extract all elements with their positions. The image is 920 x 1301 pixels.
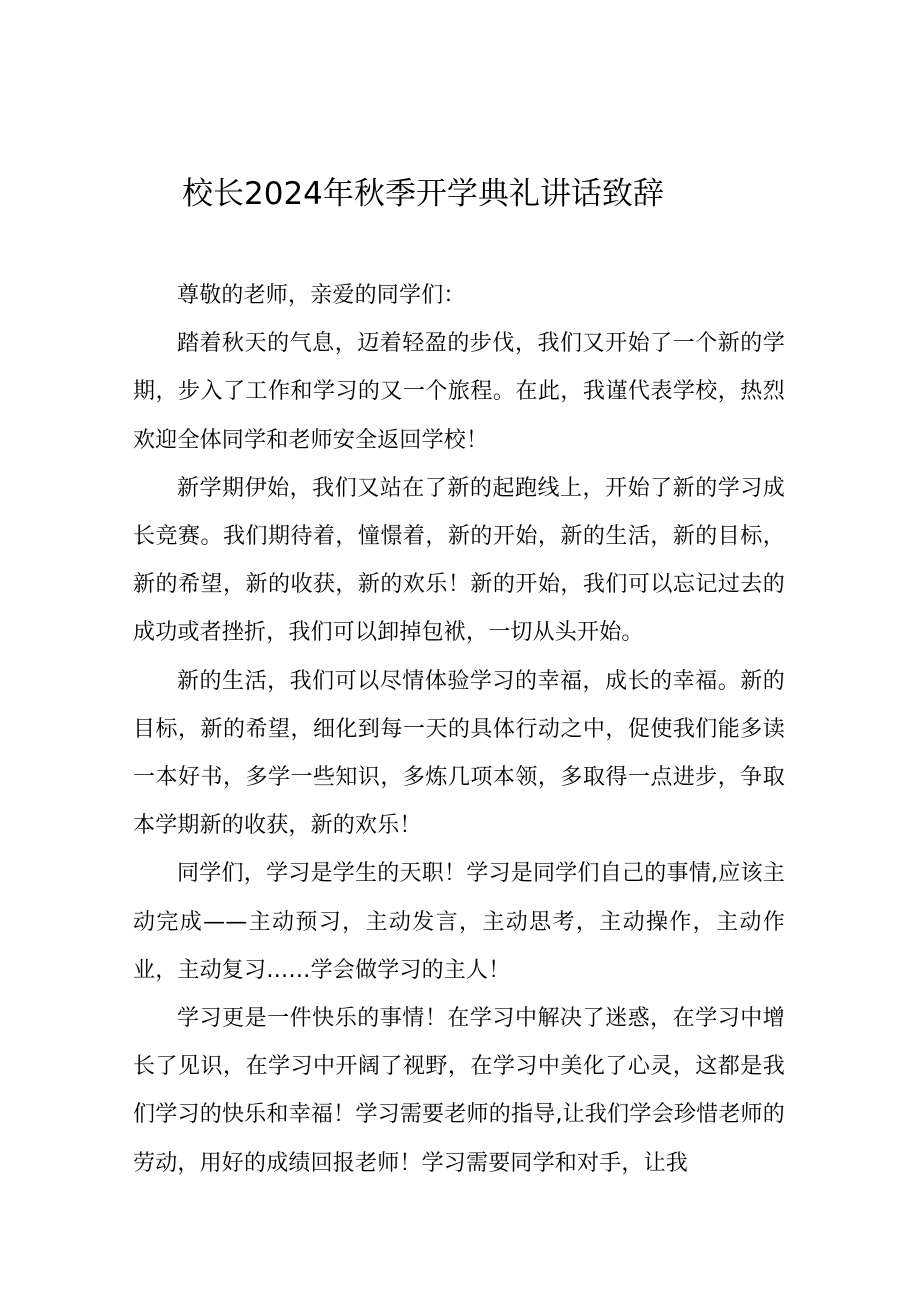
paragraph-new-life: 新的生活，我们可以尽情体验学习的幸福，成长的幸福。新的目标，新的希望，细化到每一天的具体行动之中，促使我们能多读一本好书，多学一些知识，多炼几项本领，多取得一点进步，争取本学期新的收获，新的欢乐！ [133, 668, 785, 839]
paragraph-study-duty: 同学们，学习是学生的天职！学习是同学们自己的事情,应该主动完成——主动预习，主动发言，主动思考，主动操作，主动作业，主动复习……学会做学习的主人！ [133, 861, 785, 983]
paragraph-welcome: 踏着秋天的气息，迈着轻盈的步伐，我们又开始了一个新的学期，步入了工作和学习的又一个旅程。在此，我谨代表学校，热烈欢迎全体同学和老师安全返回学校！ [133, 331, 785, 453]
document-title: 校长2024年秋季开学典礼讲话致辞 [182, 176, 664, 212]
document-body [133, 272, 785, 1188]
paragraph-study-joy: 学习更是一件快乐的事情！在学习中解决了迷惑，在学习中增长了见识，在学习中开阔了视野，在学习中美化了心灵，这都是我们学习的快乐和幸福！学习需要老师的指导,让我们学会珍惜老师的劳动，用好的成绩回报老师！学习需要同学和对手，让我 [133, 1006, 785, 1176]
paragraph-new-semester: 新学期伊始，我们又站在了新的起跑线上，开始了新的学习成长竞赛。我们期待着，憧憬着，新的开始，新的生活，新的目标，新的希望，新的收获，新的欢乐！新的开始，我们可以忘记过去的成功或者挫折，我们可以卸掉包袱，一切从头开始。 [133, 475, 785, 646]
paragraph-salutation: 尊敬的老师，亲爱的同学们： [177, 283, 466, 308]
